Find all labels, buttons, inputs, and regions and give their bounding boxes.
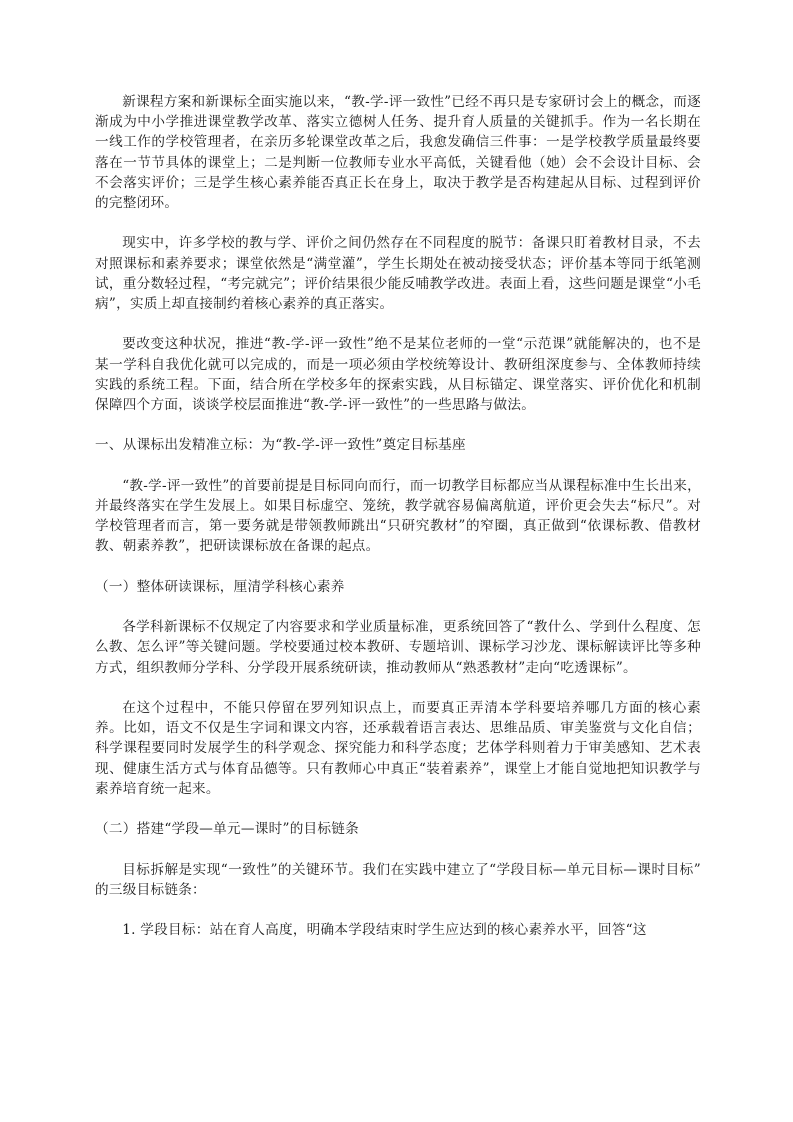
paragraph-6: 在这个过程中，不能只停留在罗列知识点上，而要真正弄清本学科要培养哪几方面的核心素养。比如，语文不仅是生字词和课文内容，还承载着语言表达、思维品质、审美鉴赏与文化自信；科学课程要同时发展学生的科学观念、探究能力和科学态度；艺体学科则着力于审美感知、艺术表现、健康生活方式与体育品德等。只有教师心中真正“装着素养”，课堂上才能自觉地把知识教学与素养培育统一起来。 [95, 699, 701, 797]
paragraph-7: 目标拆解是实现“一致性”的关键环节。我们在实践中建立了“学段目标—单元目标—课时目标”的三级目标链条： [95, 861, 701, 898]
section-heading-1: 一、从课标出发精准立标：为“教-学-评一致性”奠定目标基座 [95, 437, 466, 454]
paragraph-1: 新课程方案和新课标全面实施以来，“教-学-评一致性”已经不再只是专家研讨会上的概念，而逐渐成为中小学推进课堂教学改革、落实立德树人任务、提升育人质量的关键抓手。作为一名长期在一线工作的学校管理者，在亲历多轮课堂改革之后，我愈发确信三件事：一是学校教学质量最终要落在一节节具体的课堂上；二是判断一位教师专业水平高低，关键看他（她）会不会设计目标、会不会落实评价；三是学生核心素养能否真正长在身上，取决于教学是否构建起从目标、过程到评价的完整闭环。 [95, 94, 701, 212]
list-item: 1. 学段目标：站在育人高度，明确本学段结束时学生应达到的核心素养水平，回答“这 [122, 922, 647, 939]
paragraph-3: 要改变这种状况，推进“教-学-评一致性”绝不是某位老师的一堂“示范课”就能解决的，也不是某一学科自我优化就可以完成的，而是一项必须由学校统筹设计、教研组深度参与、全体教师持续实践的系统工程。下面，结合所在学校多年的探索实践，从目标锚定、课堂落实、评价优化和机制保障四个方面，谈谈学校层面推进“教-学-评一致性”的一些思路与做法。 [95, 336, 701, 414]
subsection-heading-1: （一）整体研读课标，厘清学科核心素养 [95, 578, 345, 595]
paragraph-2: 现实中，许多学校的教与学、评价之间仍然存在不同程度的脱节：备课只盯着教材目录，不去对照课标和素养要求；课堂依然是“满堂灌”，学生长期处在被动接受状态；评价基本等同于纸笔测试，重分数轻过程，“考完就完”；评价结果很少能反哺教学改进。表面上看，这些问题是课堂“小毛病”，实质上却直接制约着核心素养的真正落实。 [95, 235, 701, 313]
paragraph-4: “教-学-评一致性”的首要前提是目标同向而行，而一切教学目标都应当从课程标准中生长出来，并最终落实在学生发展上。如果目标虚空、笼统，教学就容易偏离航道，评价更会失去“标尺”。对学校管理者而言，第一要务就是带领教师跳出“只研究教材”的窄圈，真正做到“依课标教、借教材教、朝素养教”，把研读课标放在备课的起点。 [95, 477, 701, 555]
document-body [95, 92, 701, 940]
paragraph-5: 各学科新课标不仅规定了内容要求和学业质量标准，更系统回答了“教什么、学到什么程度、怎么教、怎么评”等关键问题。学校要通过校本教研、专题培训、课标学习沙龙、课标解读评比等多种方式，组织教师分学科、分学段开展系统研读，推动教师从“熟悉教材”走向“吃透课标”。 [95, 619, 701, 676]
subsection-heading-2: （二）搭建“学段—单元—课时”的目标链条 [95, 821, 360, 838]
